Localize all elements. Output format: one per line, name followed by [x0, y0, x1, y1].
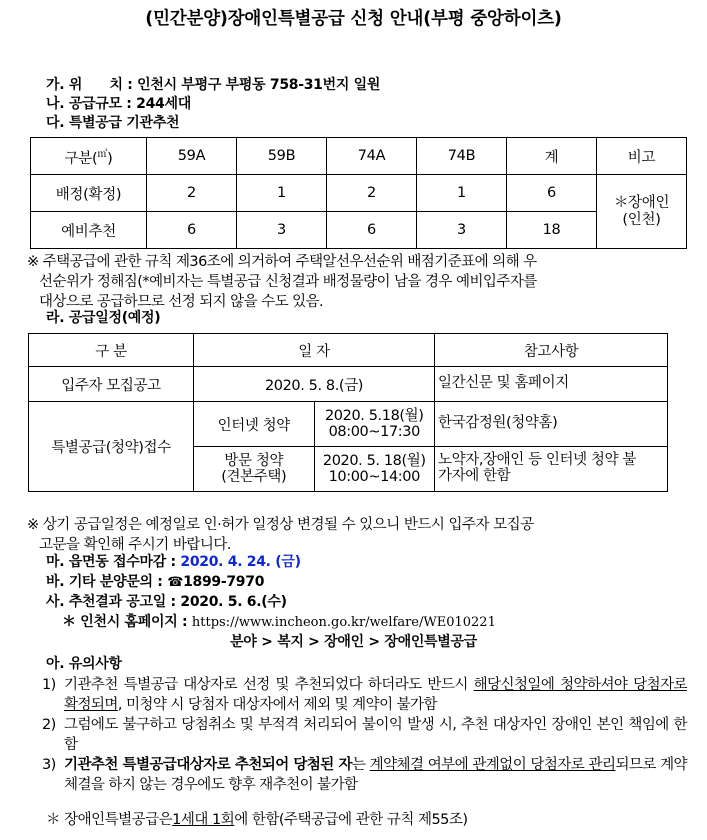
table2-sub0-remark-line1: 한국감정원(청약홈)	[438, 415, 558, 432]
star-note-suffix: 에 한함(주택공급에 관한 규칙 제55조)	[234, 812, 468, 828]
notice-item-3-body	[64, 755, 687, 795]
section-supply-scale: 나. 공급규모 : 244세대	[46, 96, 191, 112]
section-special-supply-heading: 다. 특별공급 기관추천	[46, 115, 180, 131]
note1-line1: ※ 주택공급에 관한 규칙 제36조에 의거하여 주택알선우선순위 배점기준표에 의해 우	[27, 254, 537, 270]
list-item	[42, 755, 687, 795]
notice-item-1-part1: 기관추천 특별공급 대상자로 선정 및 추천되었다 하더라도 반드시	[64, 677, 474, 693]
homepage-url[interactable]: https://www.incheon.go.kr/welfare/WE010221	[191, 615, 496, 630]
table1-row0-val0: 2	[147, 175, 237, 212]
inquiry-label: 바. 기타 분양문의 :	[46, 574, 168, 590]
table2-row0-date: 2020. 5. 8.(금)	[194, 367, 435, 402]
table2-header-remark: 참고사항	[435, 334, 668, 367]
table-row	[29, 402, 668, 447]
table1-row1-val4: 18	[507, 212, 597, 249]
table1-row1-label: 예비추천	[31, 212, 147, 249]
table-header-row	[29, 334, 668, 367]
notice-item-3-part2: 되므로 계약체결을 하지 않는 경우에도 향후 재추천이 불가함	[64, 757, 687, 793]
table1-header-74a: 74A	[327, 138, 417, 175]
table2-sub0-date	[314, 402, 435, 447]
table2-row0-category: 입주자 모집공고	[29, 367, 194, 402]
table1-header-total: 계	[507, 138, 597, 175]
table1-row1-val2: 6	[327, 212, 417, 249]
breadcrumb: 분야 > 복지 > 장애인 > 장애인특별공급	[230, 634, 477, 650]
table2-sub0-date-line2: 08:00~17:30	[328, 424, 420, 440]
star-note-underlined: 1세대 1회	[172, 812, 235, 828]
homepage-label: ＊ 인천시 홈페이지 :	[62, 614, 192, 630]
unit-square-meter: ㎡	[97, 148, 108, 160]
table1-header-59b: 59B	[237, 138, 327, 175]
section-notice-heading: 아. 유의사항	[46, 656, 122, 672]
notice-item-1-body	[64, 675, 687, 715]
table2-sub1-method-line2: (견본주택)	[221, 469, 287, 485]
section-schedule-heading: 라. 공급일정(예정)	[46, 310, 161, 326]
table2-row0-remark: 일간신문 및 홈페이지	[435, 367, 668, 402]
special-supply-allocation-table	[30, 137, 687, 249]
table2-sub0-date-line1: 2020. 5.18(월)	[324, 407, 424, 424]
table-row	[31, 175, 687, 212]
table1-header-74b: 74B	[417, 138, 507, 175]
table2-group-label: 특별공급(청약)접수	[29, 402, 194, 492]
section-location: 가. 위 치 : 인천시 부평구 부평동 758-31번지 일원	[46, 77, 381, 93]
deadline-label: 마. 읍면동 접수마감 :	[46, 554, 181, 570]
section-homepage	[62, 613, 496, 633]
table-header-row	[31, 138, 687, 175]
table1-header-remark: 비고	[597, 138, 687, 175]
list-item	[42, 715, 687, 755]
table2-sub1-remark-line1: 노약자,장애인 등 인터넷 청약 불	[438, 452, 636, 469]
table2-sub0-method-line1: 인터넷 청약	[217, 417, 290, 434]
table2-header-category: 구 분	[29, 334, 194, 367]
section-inquiry	[46, 573, 264, 593]
table2-sub0-method	[194, 402, 315, 447]
inquiry-phone-number: 1899-7970	[183, 574, 265, 590]
table2-sub1-remark-line2: 가자에 한함	[438, 468, 511, 484]
supply-schedule-table	[28, 333, 668, 492]
table1-row0-val1: 1	[237, 175, 327, 212]
section-result-announcement: 사. 추천결과 공고일 : 2020. 5. 6.(수)	[46, 594, 287, 610]
table2-sub1-date-line1: 2020. 5. 18(월)	[322, 452, 426, 469]
star-note-prefix: ＊ 장애인특별공급은	[46, 812, 173, 828]
notice-item-1-underlined: 해당신청일에 청약하셔야 당첨자로 확정되며	[64, 677, 687, 713]
table2-sub1-method	[194, 447, 315, 492]
page-title: (민간분양)장애인특별공급 신청 안내(부평 중앙하이츠)	[145, 9, 562, 29]
notice-item-1-number: 1)	[42, 677, 56, 693]
table-row	[29, 367, 668, 402]
table1-remark-line1: ＊장애인	[613, 195, 670, 212]
notice-item-1-part2: , 미청약 시 당첨자 대상자에서 제외 및 계약이 불가함	[117, 697, 437, 713]
section-deadline	[46, 553, 301, 573]
star-note	[46, 808, 468, 829]
table2-sub1-date	[314, 447, 435, 492]
table2-sub1-date-line2: 10:00~14:00	[328, 469, 420, 485]
notice-item-3-underlined: 계약체결 여부에 관계없이 당첨자로 관리	[369, 757, 616, 773]
table1-row1-val3: 3	[417, 212, 507, 249]
notice-item-2-body: 그럼에도 불구하고 당첨취소 및 부적격 처리되어 불이익 발생 시, 추천 대상자인 장애인 본인 책임에 한함	[64, 717, 687, 753]
deadline-value: 2020. 4. 24. (금)	[180, 554, 301, 570]
table1-row0-val3: 1	[417, 175, 507, 212]
notice-item-3-number: 3)	[42, 757, 56, 773]
table1-row0-label: 배정(확정)	[31, 175, 147, 212]
table-row	[31, 212, 687, 249]
note1-line3: 대상으로 공급하므로 선정 되지 않을 수도 있음.	[39, 293, 324, 310]
table2-header-date: 일 자	[194, 334, 435, 367]
note1-line2: 선순위가 정해짐(*예비자는 특별공급 신청결과 배정물량이 남을 경우 예비입주자를	[39, 273, 537, 290]
table1-remark-cell	[597, 175, 687, 249]
notice-item-3-bold: 기관추천 특별공급대상자로 추천되어 당첨된 자	[64, 757, 352, 773]
table1-header-59a: 59A	[147, 138, 237, 175]
note-after-schedule-table	[27, 516, 687, 556]
table2-sub0-remark	[435, 402, 668, 447]
table1-header-category: 구분(㎡)	[31, 138, 147, 175]
table2-sub1-remark	[435, 447, 668, 492]
telephone-icon: ☎	[167, 575, 184, 590]
note2-line1: ※ 상기 공급일정은 예정일로 인·허가 일정상 변경될 수 있으니 반드시 입주자 모집공	[27, 517, 534, 533]
list-item	[42, 675, 687, 715]
table1-row1-val0: 6	[147, 212, 237, 249]
notice-item-3-part1: 는	[351, 757, 370, 773]
notice-item-2-number: 2)	[42, 717, 56, 733]
table2-sub1-method-line1: 방문 청약	[224, 452, 284, 469]
table1-row0-val2: 2	[327, 175, 417, 212]
table1-row1-val1: 3	[237, 212, 327, 249]
table1-row0-val4: 6	[507, 175, 597, 212]
notice-list	[42, 675, 687, 795]
table1-remark-line2: (인천)	[622, 211, 661, 228]
note-after-allocation-table	[27, 253, 687, 313]
note2-line2: 고문을 확인해 주시기 바랍니다.	[39, 536, 232, 553]
